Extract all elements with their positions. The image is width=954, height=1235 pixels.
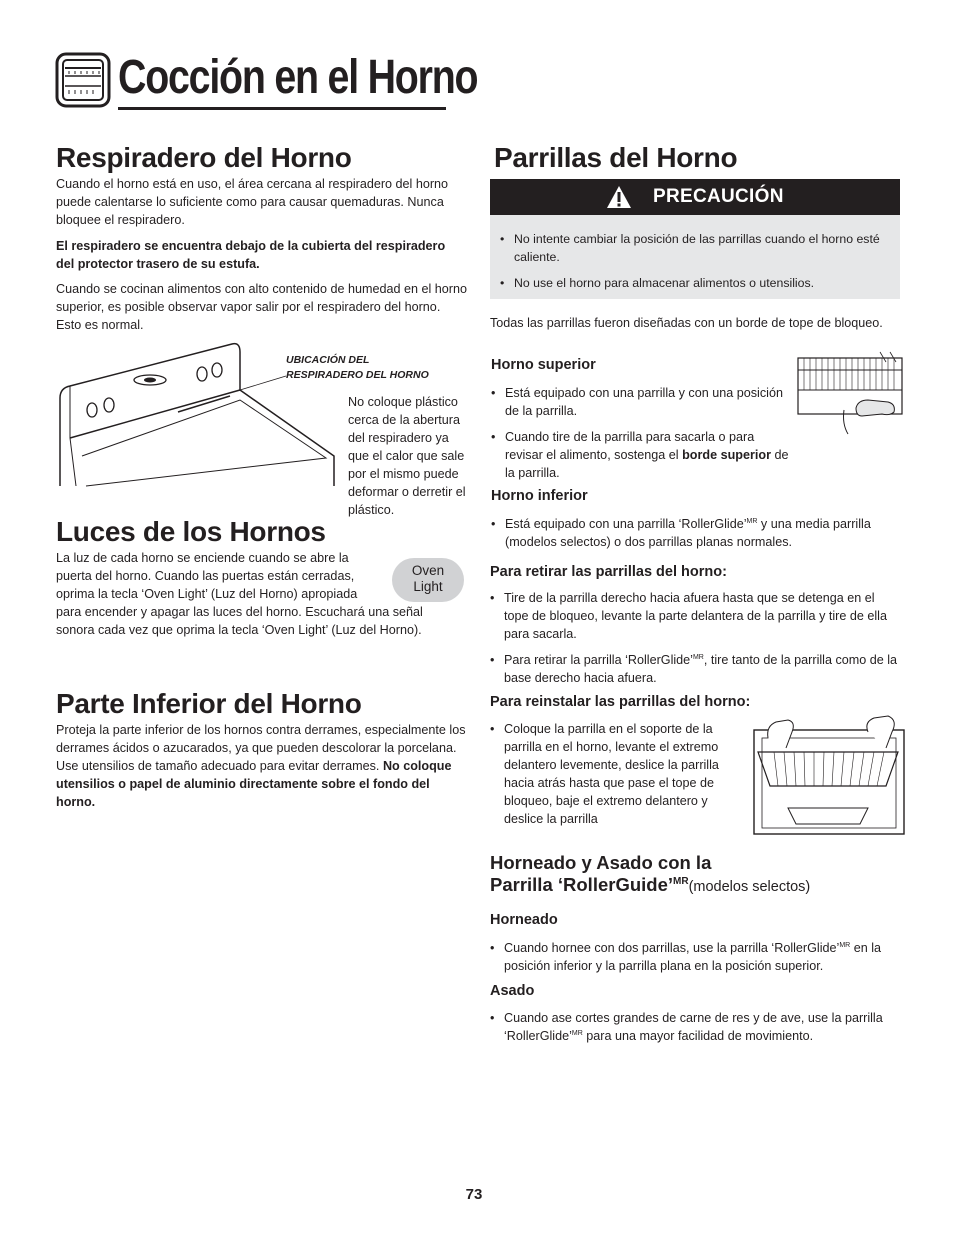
vent-paragraph-2: El respiradero se encuentra debajo de la cubierta del respiradero del protector trasero de su estufa.	[56, 239, 446, 271]
reinstall-racks-bullet: • Coloque la parrilla en el soporte de la parrilla en el horno, levante el extremo delantero levemente, deslice la parrilla hacia atrás hasta que pase el tope de bloqueo, baje el extremo delantero y deslice la parrilla	[490, 720, 732, 828]
vent-heading: Respiradero del Horno	[56, 142, 352, 173]
vent-callout: UBICACIÓN DEL RESPIRADERO DEL HORNO	[286, 354, 429, 381]
caution-item: • No use el horno para almacenar alimentos o utensilios.	[500, 274, 896, 292]
caution-header	[490, 179, 900, 215]
warning-icon	[606, 185, 632, 209]
lower-oven-bullet: • Está equipado con una parrilla ‘RollerGlide’$^{MR}$ y una media parrilla (modelos selectos) o dos parrillas planas normales.	[491, 515, 903, 551]
rack-insertion-illustration	[748, 712, 908, 838]
title-underline	[118, 107, 446, 110]
caution-item: • No intente cambiar la posición de las parrillas cuando el horno esté caliente.	[500, 230, 896, 266]
broil-heading: Asado	[490, 983, 535, 999]
upper-oven-bullet: • Está equipado con una parrilla y con una posición de la parrilla.	[491, 384, 791, 420]
remove-racks-bullet: • Tire de la parrilla derecho hacia afuera hasta que se detenga en el tope de bloqueo, levante la parte delantera de la parrilla y tire de ella para sacarla.	[490, 589, 902, 643]
caution-box	[490, 215, 900, 299]
bake-heading: Horneado	[490, 912, 558, 928]
reinstall-racks-heading: Para reinstalar las parrillas del horno:	[490, 694, 751, 710]
vent-paragraph-3: Cuando se cocinan alimentos con alto contenido de humedad en el horno superior, es posible observar vapor salir por el respiradero del horno. Esto es normal.	[56, 282, 467, 332]
upper-oven-bullet: • Cuando tire de la parrilla para sacarla o para revisar el alimento, sostenga el borde superior de la parrilla.	[491, 428, 791, 482]
caution-label: PRECAUCIÓN	[653, 186, 784, 207]
remove-racks-heading: Para retirar las parrillas del horno:	[490, 564, 727, 580]
upper-oven-heading: Horno superior	[491, 357, 596, 373]
vent-paragraph-1: Cuando el horno está en uso, el área cercana al respiradero del horno puede calentarse lo suficiente como para causar quemaduras. Nunca bloquee el respiradero.	[56, 177, 449, 227]
page-title: Cocción en el Horno	[118, 51, 478, 104]
oven-bottom-heading: Parte Inferior del Horno	[56, 688, 362, 719]
oven-bottom-paragraph: Proteja la parte inferior de los hornos contra derrames, especialmente los derrames ácidos o azucarados, ya que pueden descolorar la porcelana. Use utensilios de tamaño adecuado para evitar derrames. No coloque utensilios o papel de aluminio directamente sobre el fondo del horno.	[56, 723, 466, 809]
broil-bullet: • Cuando ase cortes grandes de carne de res y de ave, use la parrilla ‘RollerGlide’$^{MR}$ para una mayor facilidad de movimiento.	[490, 1009, 902, 1045]
racks-intro: Todas las parrillas fueron diseñadas con un borde de tope de bloqueo.	[490, 316, 883, 330]
bake-bullet: • Cuando hornee con dos parrillas, use la parrilla ‘RollerGlide’$^{MR}$ en la posición inferior y la parrilla plana en la posición superior.	[490, 939, 902, 975]
lights-paragraph: La luz de cada horno se enciende cuando se abre la puerta del horno. Cuando las puertas están cerradas, oprima la tecla ‘Oven Light’ (Luz del Horno) apropiada para encender y apagar las luces del horno. Escuchará una señal sonora cada vez que oprima la tecla ‘Oven Light’ (Luz del Horno).	[56, 551, 423, 637]
roller-heading: Horneado y Asado con la Parrilla ‘RollerGuide’$^{MR}$(modelos selectos)	[490, 852, 811, 895]
oven-light-key: Oven Light	[392, 558, 464, 602]
oven-icon	[55, 52, 111, 108]
lower-oven-heading: Horno inferior	[491, 488, 588, 504]
upper-rack-illustration	[796, 350, 906, 440]
lights-heading: Luces de los Hornos	[56, 516, 326, 547]
vent-side-note: No coloque plástico cerca de la abertura del respiradero ya que el calor que sale por el mismo puede deformar o derretir el plástico.	[348, 395, 466, 517]
racks-heading: Parrillas del Horno	[494, 142, 738, 173]
page-number: 73	[465, 1186, 483, 1203]
remove-racks-bullet: • Para retirar la parrilla ‘RollerGlide’$^{MR}$, tire tanto de la parrilla como de la base derecho hacia afuera.	[490, 651, 902, 687]
